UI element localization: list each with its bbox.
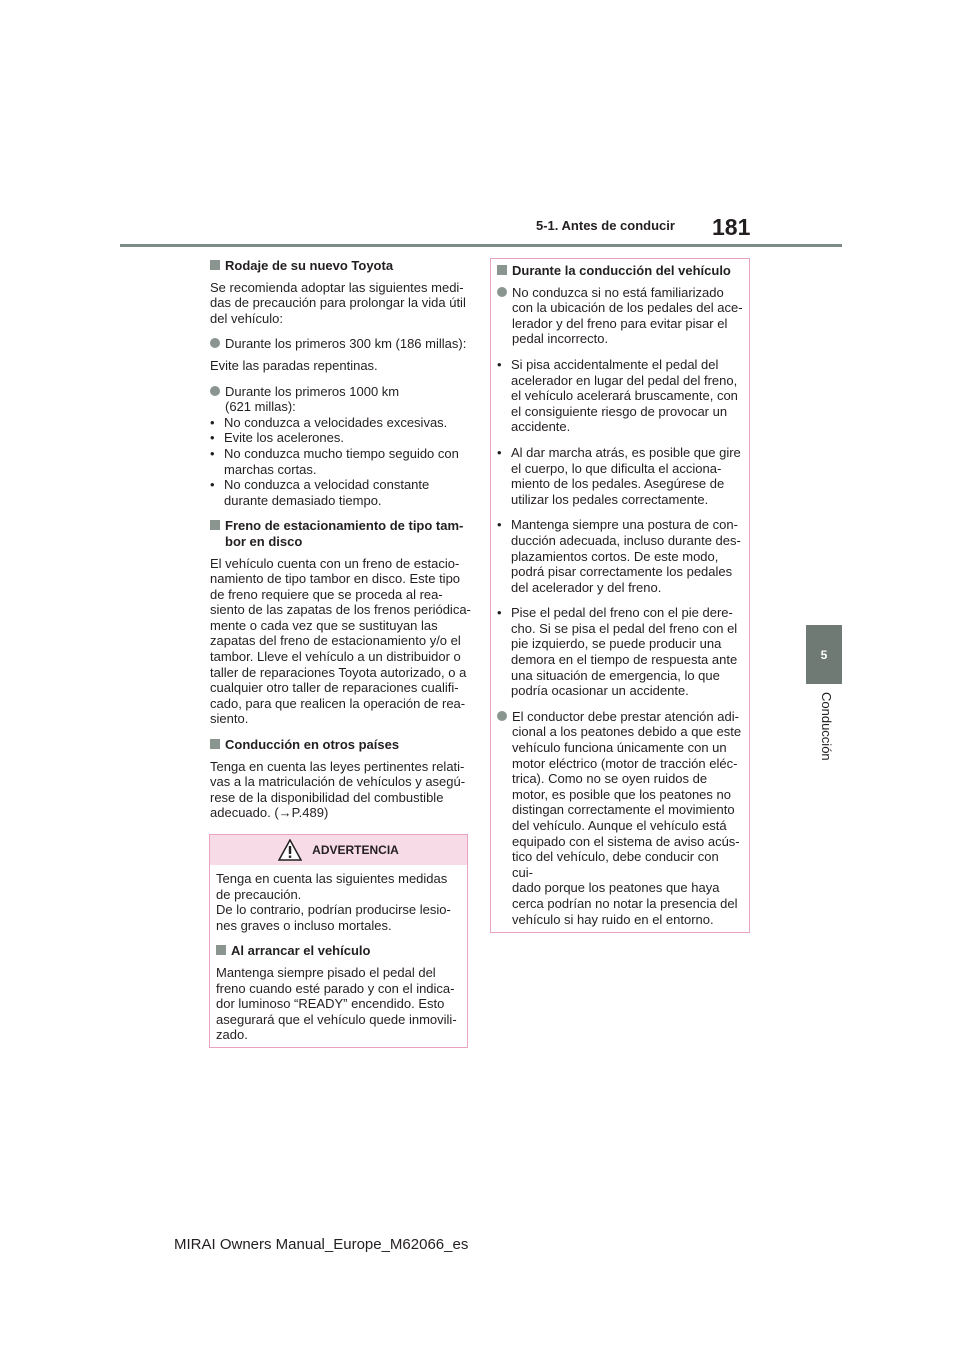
circle-bullet-icon bbox=[210, 338, 220, 348]
square-bullet-icon bbox=[497, 265, 507, 275]
paragraph-parking-brake: El vehículo cuenta con un freno de estacio- namiento de tipo tambor en disco. Este tipo de freno requiere que se proceda al rea- siento de las zapatas de los frenos periódica- mente o cada vez que se sustituyan las zapatas del freno de estacionamiento y/o el tambor. Lleve el vehículo a un distribuidor o taller de reparaciones Toyota autorizado, o a cualquier otro taller de reparaciones cualifi- cado, para que realicen la operación de rea- siento. bbox=[210, 555, 471, 727]
chapter-tab-number: 5 bbox=[806, 625, 842, 684]
paragraph-other-countries: Tenga en cuenta las leyes pertinentes relati- vas a la matriculación de vehículos y asegú- rese de la disponibilidad del combustible adecuado. (→P.489) bbox=[210, 758, 466, 821]
page-reference-link[interactable]: adecuado. (→P.489) bbox=[210, 805, 329, 821]
list-item: • Al dar marcha atrás, es posible que gire el cuerpo, lo que dificulta el acciona- miento de los pedales. Asegúrese de utilizar los pedales correctamente. bbox=[497, 444, 741, 507]
heading-rodaje: Rodaje de su nuevo Toyota bbox=[210, 258, 472, 274]
heading-other-countries: Conducción en otros países bbox=[210, 737, 472, 753]
dot-item-300km: Durante los primeros 300 km (186 millas): bbox=[210, 336, 472, 352]
list-item: • No conduzca mucho tiempo seguido con marchas cortas. bbox=[210, 445, 459, 477]
chapter-tab-label: Conducción bbox=[819, 692, 834, 761]
warning-paragraph: Mantenga siempre pisado el pedal del freno cuando esté parado y con el indica- dor luminoso “READY” encendido. Esto asegurará que el vehículo quede inmovili- zado. bbox=[216, 964, 457, 1043]
square-bullet-icon bbox=[210, 739, 220, 749]
dot-item-1000km: Durante los primeros 1000 km (621 millas): bbox=[210, 384, 472, 415]
warning-intro: Tenga en cuenta las siguientes medidas de precaución. De lo contrario, podrían producirse lesio- nes graves o incluso mortales. bbox=[216, 871, 451, 933]
dot-item-pedestrians: El conductor debe prestar atención adi- cional a los peatones debido a que este vehículo funciona únicamente con un motor eléctrico (motor de tracción eléc- trica). Como no se oyen ruidos de motor, es posible que los peatones no distingan correctamente el movimiento del vehículo. Aunque el vehículo está equipado con el sistema de aviso acús- tico del vehículo, debe conducir con cui- dado porque los peatones que haya cerca podrían no notar la presencia del vehículo si hay ruido en el entorno. bbox=[497, 709, 743, 927]
warning-title: ADVERTENCIA bbox=[312, 843, 399, 857]
heading-parking-brake: Freno de estacionamiento de tipo tam- bor en disco bbox=[210, 518, 472, 549]
square-bullet-icon bbox=[210, 260, 220, 270]
header-divider bbox=[120, 244, 842, 247]
list-item: • Pise el pedal del freno con el pie dere- cho. Si se pisa el pedal del freno con el pie izquierdo, se puede producir una demora en el tiempo de respuesta ante una situación de emergencia, lo que podría ocasionar un accidente. bbox=[497, 605, 738, 699]
list-item: • Mantenga siempre una postura de con- ducción adecuada, incluso durante des- plazamientos cortos. De este modo, podrá pisar correctamente los pedales del acelerador y del freno. bbox=[497, 517, 741, 595]
warning-triangle-icon bbox=[278, 839, 302, 861]
footer-text: MIRAI Owners Manual_Europe_M62066_es bbox=[174, 1236, 469, 1253]
list-item: • No conduzca a velocidad constante durante demasiado tiempo. bbox=[210, 477, 430, 508]
list-item: • Si pisa accidentalmente el pedal del acelerador en lugar del pedal del freno, el vehículo acelerará bruscamente, con el consiguiente riesgo de provocar un accidente. bbox=[497, 356, 738, 435]
heading-driving: Durante la conducción del vehículo bbox=[497, 263, 743, 279]
warning-box bbox=[209, 834, 468, 1048]
circle-bullet-icon bbox=[497, 711, 507, 721]
square-bullet-icon bbox=[210, 520, 220, 530]
circle-bullet-icon bbox=[210, 386, 220, 396]
warning-body bbox=[210, 865, 467, 1043]
warning-header bbox=[210, 835, 467, 865]
paragraph-rodaje: Se recomienda adoptar las siguientes medi- das de precaución para prolongar la vida útil del vehículo: bbox=[210, 279, 466, 326]
square-bullet-icon bbox=[216, 945, 226, 955]
section-title: 5-1. Antes de conducir bbox=[536, 218, 675, 233]
dot-item-pedals: No conduzca si no está familiarizado con la ubicación de los pedales del ace- lerador y del freno para evitar pisar el pedal incorrecto. bbox=[497, 285, 743, 347]
list-item: • No conduzca a velocidades excesivas. bbox=[210, 414, 448, 430]
circle-bullet-icon bbox=[497, 287, 507, 297]
list-item: • Evite los acelerones. bbox=[210, 430, 344, 446]
warning-heading: Al arrancar el vehículo bbox=[216, 943, 461, 959]
right-warning-box bbox=[490, 258, 750, 933]
text-avoid-stops: Evite las paradas repentinas. bbox=[210, 357, 378, 373]
page-number: 181 bbox=[712, 214, 751, 240]
left-column bbox=[210, 258, 472, 821]
